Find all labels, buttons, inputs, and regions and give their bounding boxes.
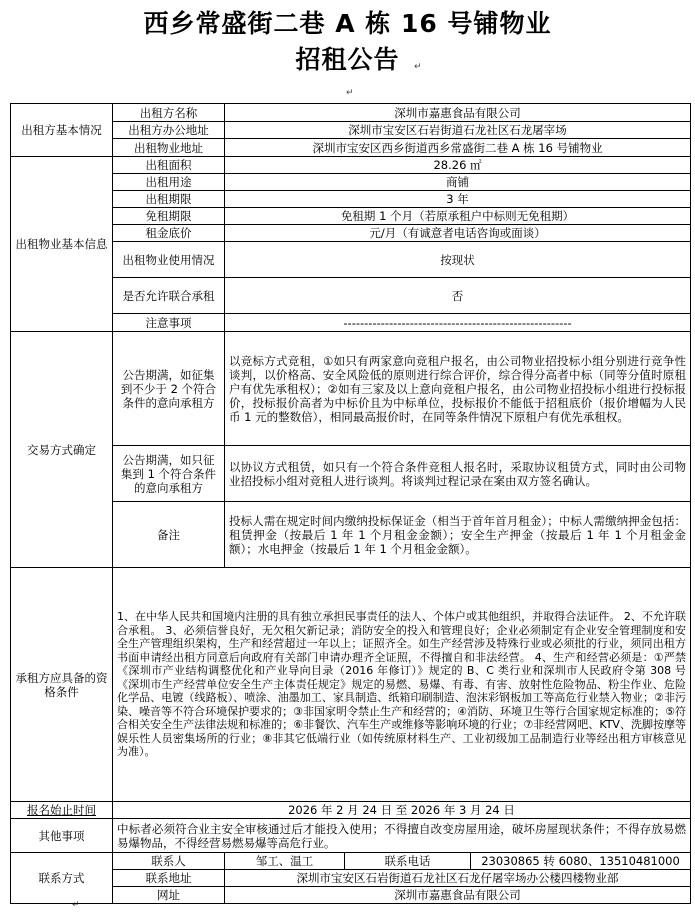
paragraph-mark: ↵ xyxy=(72,900,80,910)
website-value: 深圳市嘉惠食品有限公司 xyxy=(225,887,691,904)
multi-bidder-label: 公告期满，如征集到不少于 2 个符合条件的意向承租方 xyxy=(113,332,225,446)
contact-address-value: 深圳市宝安区石岩街道石龙社区石龙仔屠宰场办公楼四楼物业部 xyxy=(225,870,691,887)
rent-free-label: 免租期限 xyxy=(113,208,225,225)
term-label: 出租期限 xyxy=(113,191,225,208)
contact-person-label: 联系人 xyxy=(113,853,225,870)
contact-address-label: 联系地址 xyxy=(113,870,225,887)
contact-phone-label: 联系电话 xyxy=(345,853,471,870)
lessor-address-value: 深圳市宝安区石岩街道石龙社区石龙屠宰场 xyxy=(225,122,691,139)
usage-value: 商铺 xyxy=(225,174,691,191)
single-bidder-value: 以协议方式租赁，如只有一个符合条件竞租人报名时，采取协议租赁方式，同时由公司物业招投标小组对竞租人进行谈判。将谈判过程记录在案由双方签名确认。 xyxy=(225,446,691,502)
notes-label: 注意事项 xyxy=(113,314,225,332)
remarks-label: 备注 xyxy=(113,502,225,568)
usage-label: 出租用途 xyxy=(113,174,225,191)
lessor-address-label: 出租方办公地址 xyxy=(113,122,225,139)
contact-phone-value: 23030865 转 6080、13510481000 xyxy=(471,853,691,870)
remarks-value: 投标人需在规定时间内缴纳投标保证金（相当于首年首月租金）；中标人需缴纳押金包括：租赁押金（按最后 1 年 1 个月租金金额）；安全生产押金（按最后 1 年 1 个月租金金额）；水电押金（按最后 1 年 1 个月租金金额）。 xyxy=(225,502,691,568)
term-value: 3 年 xyxy=(225,191,691,208)
other-section-header: 其他事项 xyxy=(11,819,113,853)
reserve-rent-value: 元/月（有诚意者电话咨询或面谈） xyxy=(225,225,691,242)
title-line-1: 西乡常盛街二巷 A 栋 16 号铺物业 xyxy=(143,9,552,38)
qualification-section-header: 承租方应具备的资格条件 xyxy=(11,568,113,802)
notes-value: ------------------------------------------------------- xyxy=(225,314,691,332)
lessor-name-value: 深圳市嘉惠食品有限公司 xyxy=(225,104,691,122)
title-line-2: 招租公告 xyxy=(295,45,400,74)
single-bidder-label: 公告期满，如只征集到 1 个符合条件的意向承租方 xyxy=(113,446,225,502)
transaction-section-header: 交易方式确定 xyxy=(11,332,113,568)
other-value: 中标者必须符合业主安全审核通过后才能投入使用；不得擅自改变房屋用途，破坏房屋现状条件；不得存放易燃易爆物品，不得经营易燃易爆等高危行业。 xyxy=(113,819,691,853)
contact-person-value: 邹工、温工 xyxy=(225,853,345,870)
joint-lease-label: 是否允许联合承租 xyxy=(113,278,225,314)
lessor-name-label: 出租方名称 xyxy=(113,104,225,122)
rent-free-value: 免租期 1 个月（若原承租户中标则无免租期） xyxy=(225,208,691,225)
property-address-label: 出租物业地址 xyxy=(113,139,225,157)
qualification-text: 1、在中华人民共和国境内注册的具有独立承担民事责任的法人、个体户或其他组织，并取得合法证件。 2、不允许联合承租。 3、必须信誉良好，无欠租欠新记录；消防安全的投入和管理良好；企业必须制定有企业安全管理制度和安全生产管理组织架构，生产和经营超过一年以上；证照齐全。如生产经营涉及特殊行业或必须批的行业，须同出租方书面申请经出租方同意后向政府有关部门申请办理齐全证照，不得擅自和非法经营。 4、生产和经营必须是：①严禁《深圳市产业结构调整优化和产业导向目录（2016 年修订）》规定的 B、C 类行业和深圳市人民政府令第 308 号《深圳市生产经营单位安全生产主体责任规定》规定的易燃、易爆、有毒、有害、放射性危险物品、粉尘作业、危险化学品、电镀（线路板）、喷涂、油墨加工、家具制造、纸箱印刷制造、泡沫彩钢板加工等高危行业禁入物业；②非污染、噪音等不符合环境保护要求的；③非国家明令禁止生产和经营的；④消防、环境卫生等行合国家规定标准的；⑤符合相关安全生产法律法规和标准的；⑥非餐饮、汽车生产或维修等影响环境的行业；⑦非经营网吧、KTV、洗脚按摩等娱乐性人员密集场所的行业；⑧非其它低端行业（如传统原材料生产、工业初级加工品制造行业等经出租方审核意见为准）。 xyxy=(113,568,691,802)
joint-lease-value: 否 xyxy=(225,278,691,314)
property-section-header: 出租物业基本信息 xyxy=(11,157,113,332)
area-value: 28.26 ㎡ xyxy=(225,157,691,174)
lessor-section-header: 出租方基本情况 xyxy=(11,104,113,157)
usage-status-value: 按现状 xyxy=(225,242,691,278)
rental-notice-table xyxy=(10,103,691,904)
paragraph-mark: ↵ xyxy=(414,62,422,72)
reserve-rent-label: 租金底价 xyxy=(113,225,225,242)
deadline-value: 2026 年 2 月 24 日 至 2026 年 3 月 24 日 xyxy=(113,802,691,819)
paragraph-mark: ↵ xyxy=(346,88,354,98)
contact-section-header: 联系方式 xyxy=(11,853,113,904)
website-label: 网址 xyxy=(113,887,225,904)
property-address-value: 深圳市宝安区西乡街道西乡常盛街二巷 A 栋 16 号铺物业 xyxy=(225,139,691,157)
usage-status-label: 出租物业使用情况 xyxy=(113,242,225,278)
multi-bidder-value: 以竞标方式竞租，①如只有两家意向竞租户报名，由公司物业招投标小组分别进行竞争性谈判，以价格高、安全风险低的原则进行综合评价，综合得分高者中标（同等分值时原租户有优先承租权）；②如有三家及以上意向竞租户报名，由公司物业招投标小组进行投标报价，投标报价高者为中标价且为中标单位，投标报价不能低于招租底价（报价增幅为人民币 1 元的整数倍），相同最高报价时，在同等条件情况下原租户有优先承租权。 xyxy=(225,332,691,446)
deadline-section-header: 报名始止时间 xyxy=(11,802,113,819)
area-label: 出租面积 xyxy=(113,157,225,174)
